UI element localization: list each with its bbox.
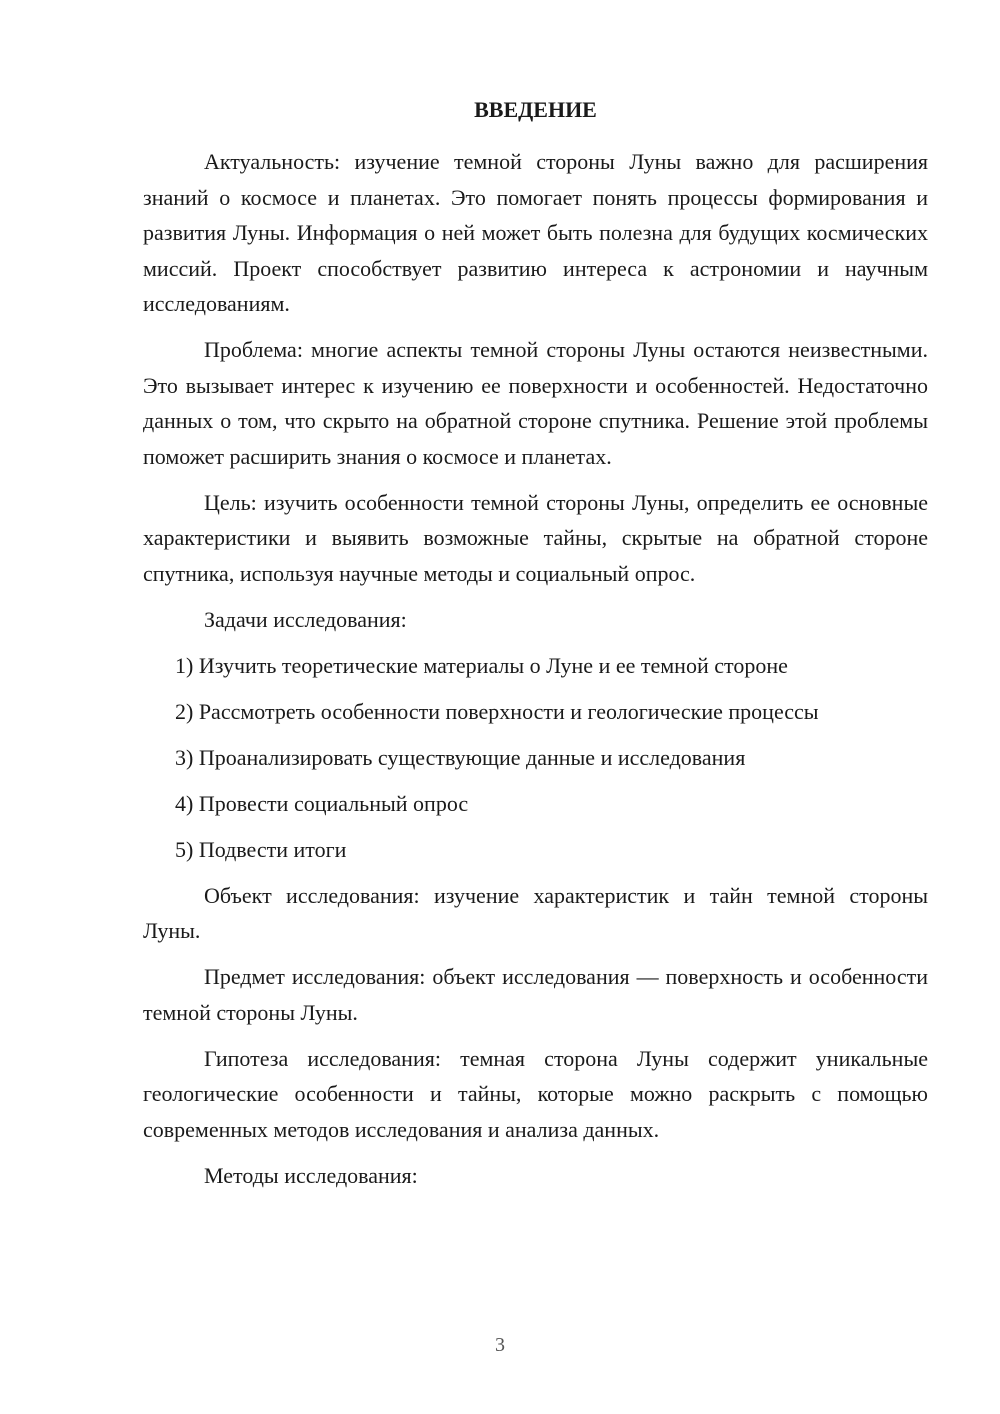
task-item: 1) Изучить теоретические материалы о Луне и ее темной стороне bbox=[175, 652, 788, 678]
methods-heading: Методы исследования: bbox=[204, 1162, 418, 1188]
document-page bbox=[143, 96, 928, 1204]
subject-paragraph: Предмет исследования: объект исследования — поверхность и особенности темной стороны Луны. bbox=[143, 964, 928, 1025]
hypothesis-paragraph: Гипотеза исследования: темная сторона Луны содержит уникальные геологические особенности и тайны, которые можно раскрыть с помощью современных методов исследования и анализа данных. bbox=[143, 1045, 928, 1142]
task-item: 2) Рассмотреть особенности поверхности и геологические процессы bbox=[175, 698, 819, 724]
task-item: 3) Проанализировать существующие данные и исследования bbox=[175, 744, 746, 770]
relevance-paragraph: Актуальность: изучение темной стороны Луны важно для расширения знаний о космосе и планетах. Это помогает понять процессы формирования и развития Луны. Информация о ней может быть полезна для будущих космических миссий. Проект способствует развитию интереса к астрономии и научным исследованиям. bbox=[143, 149, 928, 316]
task-item: 5) Подвести итоги bbox=[175, 836, 347, 862]
page-number: 3 bbox=[495, 1334, 505, 1356]
section-title: ВВЕДЕНИЕ bbox=[474, 97, 597, 122]
tasks-heading: Задачи исследования: bbox=[204, 606, 407, 632]
tasks-list bbox=[143, 648, 928, 868]
goal-paragraph: Цель: изучить особенности темной стороны Луны, определить ее основные характеристики и выявить возможные тайны, скрытые на обратной стороне спутника, используя научные методы и социальный опрос. bbox=[143, 489, 928, 586]
task-item: 4) Провести социальный опрос bbox=[175, 790, 469, 816]
object-paragraph: Объект исследования: изучение характеристик и тайн темной стороны Луны. bbox=[143, 882, 928, 943]
problem-paragraph: Проблема: многие аспекты темной стороны Луны остаются неизвестными. Это вызывает интерес к изучению ее поверхности и особенностей. Недостаточно данных о том, что скрыто на обратной стороне спутника. Решение этой проблемы поможет расширить знания о космосе и планетах. bbox=[143, 337, 928, 469]
